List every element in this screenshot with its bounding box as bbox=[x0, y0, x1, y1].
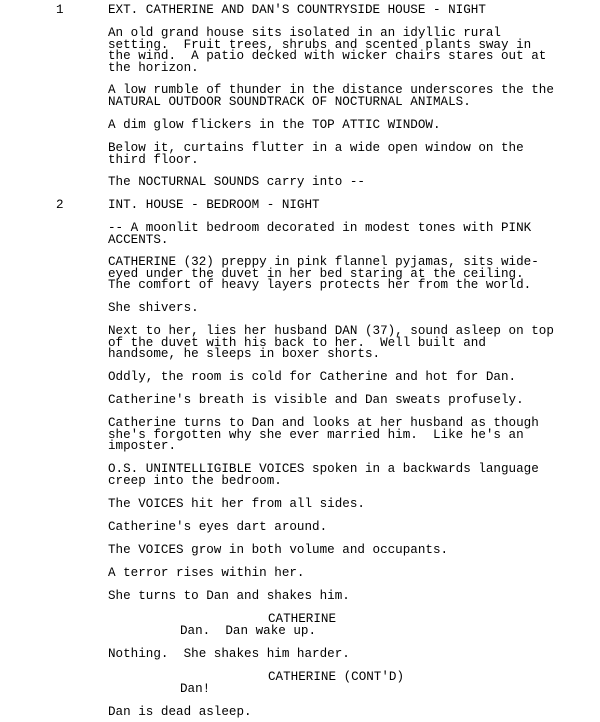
action-paragraph: CATHERINE (32) preppy in pink flannel pyjamas, sits wide- eyed under the duvet in her bed staring at the ceiling. The comfort of heavy layers protects her from the world. bbox=[108, 255, 539, 292]
action-paragraph: A low rumble of thunder in the distance underscores the the NATURAL OUTDOOR SOUNDTRACK OF NOCTURNAL ANIMALS. bbox=[108, 83, 554, 109]
action-paragraph: The VOICES grow in both volume and occupants. bbox=[108, 543, 449, 557]
action-paragraph: Below it, curtains flutter in a wide open window on the third floor. bbox=[108, 141, 524, 167]
action-paragraph: O.S. UNINTELLIGIBLE VOICES spoken in a backwards language creep into the bedroom. bbox=[108, 462, 539, 488]
scene-number: 1 bbox=[56, 3, 64, 17]
action-paragraph: An old grand house sits isolated in an idyllic rural setting. Fruit trees, shrubs and scented plants sway in the wind. A patio decked with wicker chairs stares out at the horizon. bbox=[108, 26, 547, 75]
dialogue-line: Dan! bbox=[180, 682, 211, 696]
action-paragraph: The VOICES hit her from all sides. bbox=[108, 497, 365, 511]
action-paragraph: A dim glow flickers in the TOP ATTIC WINDOW. bbox=[108, 118, 441, 132]
action-paragraph: Next to her, lies her husband DAN (37), sound asleep on top of the duvet with his back to her. Well built and handsome, he sleeps in boxer shorts. bbox=[108, 324, 554, 361]
scene-heading: EXT. CATHERINE AND DAN'S COUNTRYSIDE HOUSE - NIGHT bbox=[108, 3, 486, 17]
scene-heading: INT. HOUSE - BEDROOM - NIGHT bbox=[108, 198, 320, 212]
action-paragraph: Dan is dead asleep. bbox=[108, 705, 252, 719]
action-paragraph: Catherine turns to Dan and looks at her husband as though she's forgotten why she ever married him. Like he's an imposter. bbox=[108, 416, 539, 453]
scene-number: 2 bbox=[56, 198, 64, 212]
action-paragraph: A terror rises within her. bbox=[108, 566, 305, 580]
dialogue-line: Dan. Dan wake up. bbox=[180, 624, 317, 638]
action-paragraph: Catherine's eyes dart around. bbox=[108, 520, 328, 534]
action-paragraph: Catherine's breath is visible and Dan sweats profusely. bbox=[108, 393, 524, 407]
action-paragraph: The NOCTURNAL SOUNDS carry into -- bbox=[108, 175, 365, 189]
action-paragraph: She shivers. bbox=[108, 301, 199, 315]
action-paragraph: -- A moonlit bedroom decorated in modest tones with PINK ACCENTS. bbox=[108, 221, 532, 247]
character-cue: CATHERINE bbox=[268, 612, 337, 626]
action-paragraph: Oddly, the room is cold for Catherine and hot for Dan. bbox=[108, 370, 517, 384]
action-paragraph: Nothing. She shakes him harder. bbox=[108, 647, 350, 661]
character-cue: CATHERINE (CONT'D) bbox=[268, 670, 405, 684]
action-paragraph: She turns to Dan and shakes him. bbox=[108, 589, 350, 603]
